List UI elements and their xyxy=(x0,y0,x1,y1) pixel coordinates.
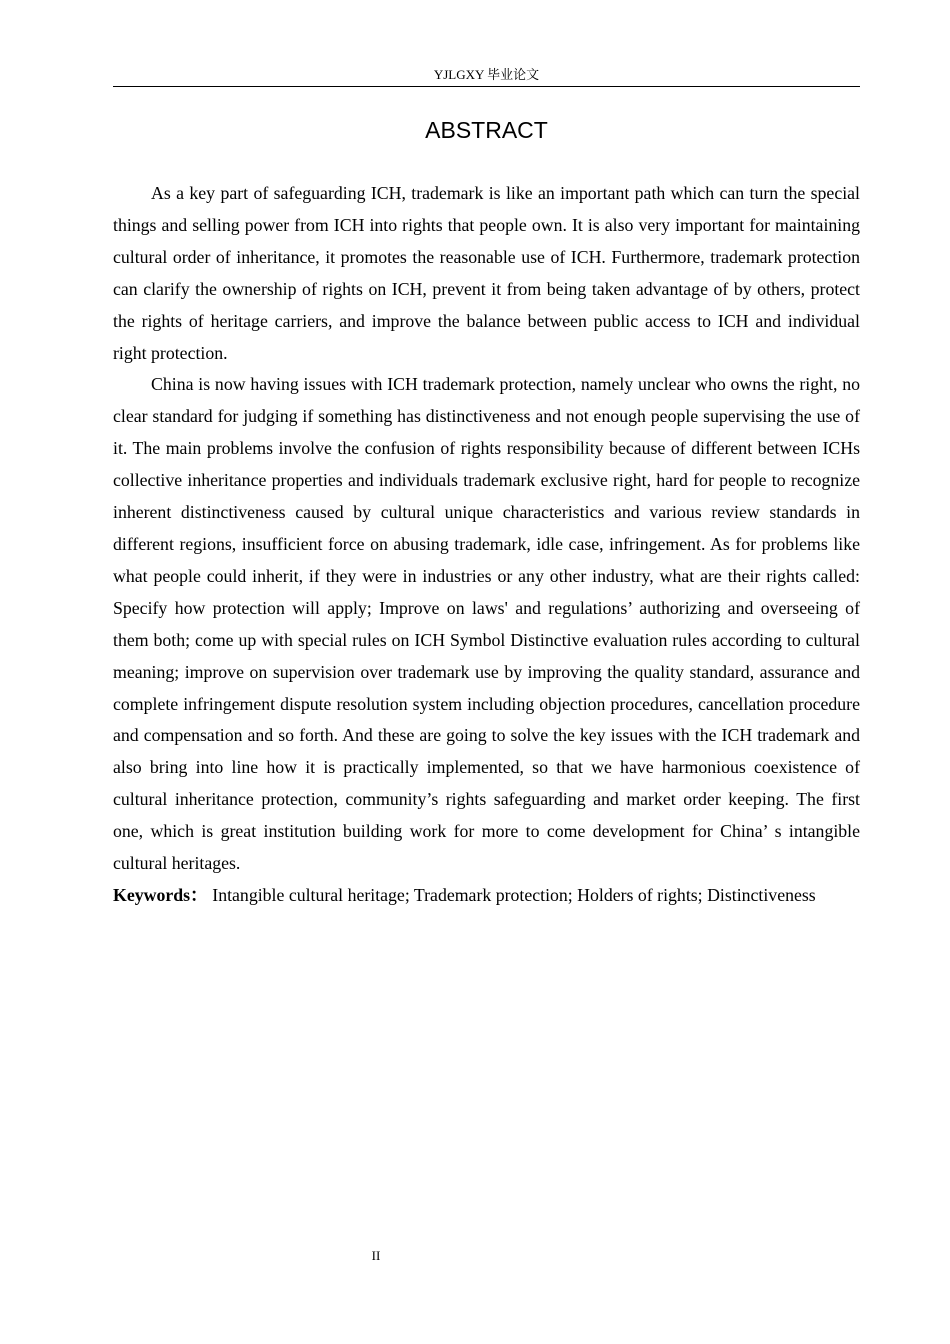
keywords-label: Keywords： xyxy=(113,884,208,905)
abstract-body xyxy=(113,178,860,912)
page-title: ABSTRACT xyxy=(425,117,548,143)
abstract-paragraph-1: As a key part of safeguarding ICH, trademark is like an important path which can turn the special things and selling power from ICH into rights that people own. It is also very important for maintaining cultural order of inheritance, it promotes the reasonable use of ICH. Furthermore, trademark protection can clarify the ownership of rights on ICH, prevent it from being taken advantage of by others, protect the rights of heritage carriers, and improve the balance between public access to ICH and individual right protection. xyxy=(113,183,860,363)
abstract-paragraph-2: China is now having issues with ICH trademark protection, namely unclear who owns the right, no clear standard for judging if something has distinctiveness and not enough people supervising the use of it. The main problems involve the confusion of rights responsibility because of different between ICHs collective inheritance properties and individuals trademark exclusive right, hard for people to recognize inherent distinctiveness caused by cultural unique characteristics and various review standards in different regions, insufficient force on abusing trademark, idle case, infringement. As for problems like what people could inherit, if they were in industries or any other industry, what are their rights called: Specify how protection will apply; Improve on laws' and regulations’ authorizing and overseeing of them both; come up with special rules on ICH Symbol Distinctive evaluation rules according to cultural meaning; improve on supervision over trademark use by improving the quality standard, assurance and complete infringement dispute resolution system including objection procedures, cancellation procedure and compensation and so forth. And these are going to solve the key issues with the ICH trademark and also bring into line how it is practically implemented, so that we have harmonious coexistence of cultural inheritance protection, community’s rights safeguarding and market order keeping. The first one, which is great institution building work for more to come development for China’ s intangible cultural heritages. xyxy=(113,374,860,874)
page-number: II xyxy=(371,1248,381,1263)
keywords-text: Intangible cultural heritage; Trademark protection; Holders of rights; Distinctiveness xyxy=(212,884,816,905)
keywords-line xyxy=(113,880,860,912)
header-rule xyxy=(113,86,860,87)
running-header: YJLGXY 毕业论文 xyxy=(433,67,540,82)
